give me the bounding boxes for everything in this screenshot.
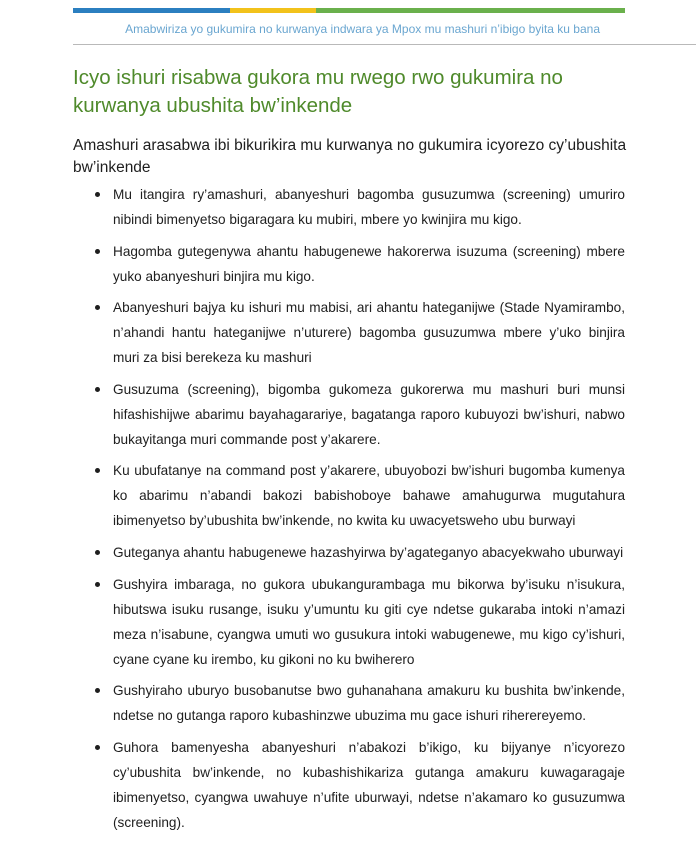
bullet-dot-icon [95, 688, 100, 693]
bullet-dot-icon [95, 745, 100, 750]
list-item [73, 572, 625, 672]
color-bar-yellow [230, 8, 316, 13]
list-item-text: Guteganya ahantu habugenewe hazashyirwa by’agateganyo abacyekwaho uburwayi [113, 544, 624, 560]
bullet-dot-icon [95, 305, 100, 310]
list-item-text: Gushyira imbaraga, no gukora ubukangurambaga mu bikorwa by’isuku n’isukura, hibutswa isuku rusange, isuku y’umuntu ku giti cye ndetse gukaraba intoki n’amazi meza n’isabune, cyangwa umuti wo gusukura intoki wabugenewe, mu kigo cy’ishuri, cyane cyane ku irembo, ku gikoni no ku bwiherero [113, 576, 625, 667]
list-item [73, 239, 625, 289]
bullet-dot-icon [95, 192, 100, 197]
section-title: Icyo ishuri risabwa gukora mu rwego rwo gukumira no kurwanya ubushita bw’inkende [73, 66, 563, 117]
list-item-text: Hagomba gutegenywa ahantu habugenewe hakorerwa isuzuma (screening) mbere yuko abanyeshuri binjira mu kigo. [113, 243, 625, 284]
color-bar-green [316, 8, 625, 13]
list-item-text: Mu itangira ry’amashuri, abanyeshuri bagomba gusuzumwa (screening) umuriro nibindi bimenyetso bigaragara ku mubiri, mbere yo kwinjira mu kigo. [113, 187, 625, 227]
list-item-text: Gushyiraho uburyo busobanutse bwo guhanahana amakuru ku bushita bw’inkende, ndetse no gutanga raporo kubashinzwe ubuzima mu gace ishuri riherereyemo. [113, 683, 625, 724]
list-item [73, 377, 625, 452]
bullet-dot-icon [95, 468, 100, 473]
list-item [73, 678, 625, 728]
list-item [73, 540, 625, 565]
list-item-text: Ku ubufatanye na command post y’akarere, ubuyobozi bw’ishuri bugomba kumenya ko abarimu n’abandi bakozi babishoboye bahawe amahugurwa mugutahura ibimenyetso by’ubushita bw’inkende, no kwita ku uwacyetsweho ubu burwayi [113, 463, 625, 529]
running-header: Amabwiriza yo gukumira no kurwanya indwara ya Mpox mu mashuri n’ibigo byita ku bana [125, 22, 600, 36]
header-color-bar [73, 8, 625, 13]
bullet-dot-icon [95, 249, 100, 254]
section-intro: Amashuri arasabwa ibi bikurikira mu kurwanya no gukumira icyorezo cy’ubushita bw’inkende [73, 137, 627, 176]
list-item-text: Gusuzuma (screening), bigomba gukomeza gukorerwa mu mashuri buri munsi hifashishijwe abarimu bayahagarariye, bagatanga raporo kubuyozi bw’ishuri, nabwo bukayitanga muri commande post y’akarere. [113, 381, 625, 447]
list-item-text: Abanyeshuri bajya ku ishuri mu mabisi, ari ahantu hateganijwe (Stade Nyamirambo, n’ahandi hantu hateganijwe n’uturere) bagomba gusuzumwa mbere y’uko binjira muri za bisi berekeza ku mashuri [113, 300, 625, 366]
bullet-dot-icon [95, 387, 100, 392]
list-item [73, 735, 625, 835]
list-item [73, 458, 625, 533]
bullet-dot-icon [95, 550, 100, 555]
bullet-list [73, 182, 625, 841]
list-item [73, 182, 625, 232]
bullet-dot-icon [95, 582, 100, 587]
header-divider [73, 44, 696, 45]
color-bar-blue [73, 8, 230, 13]
list-item [73, 295, 625, 370]
list-item-text: Guhora bamenyesha abanyeshuri n’abakozi b’ikigo, ku bijyanye n’icyorezo cy’ubushita bw’inkende, no kubashishikariza gutanga amakuru kuwagaragaje ibimenyetso, cyangwa uwahuye n’ufite uburwayi, ndetse n’akamaro ko gusuzumwa (screening). [113, 739, 625, 830]
